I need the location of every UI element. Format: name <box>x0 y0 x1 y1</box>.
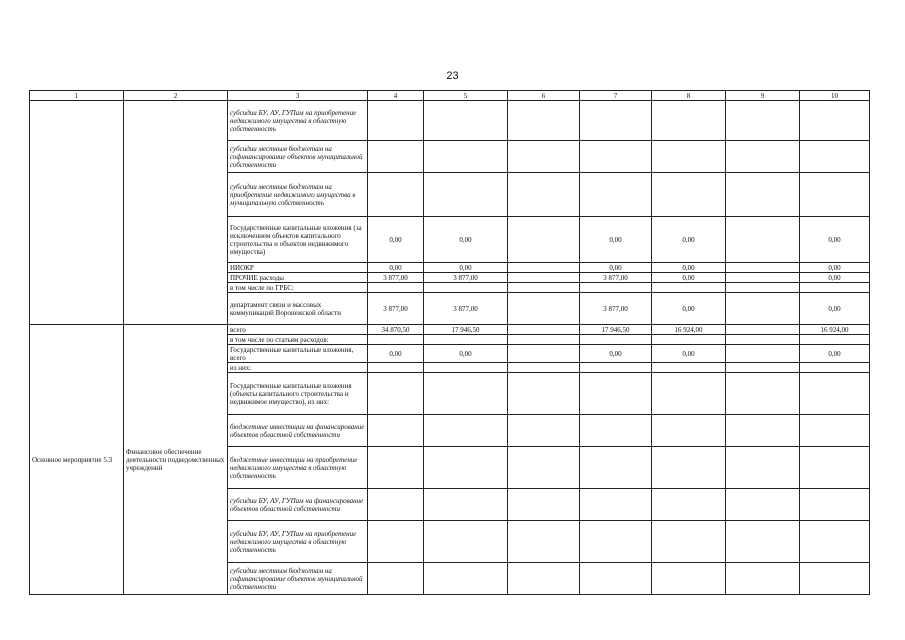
value-cell <box>580 563 652 595</box>
value-cell: 0,00 <box>800 273 870 283</box>
value-cell <box>652 521 726 563</box>
value-cell <box>424 521 508 563</box>
value-cell: 0,00 <box>652 293 726 325</box>
value-cell <box>508 325 580 335</box>
value-cell <box>424 173 508 217</box>
value-cell: 3 877,00 <box>580 293 652 325</box>
value-cell <box>368 335 424 345</box>
value-cell <box>800 447 870 489</box>
value-cell <box>726 101 800 141</box>
value-cell <box>508 373 580 415</box>
value-cell <box>726 325 800 335</box>
value-cell <box>580 335 652 345</box>
value-cell <box>508 283 580 293</box>
value-cell <box>508 489 580 521</box>
value-cell <box>726 263 800 273</box>
value-cell <box>368 363 424 373</box>
expense-label-cell: субсидии БУ, АУ, ГУПам на финансирование объектов областной собственности <box>228 489 368 521</box>
expense-label-cell: в том числе по статьям расходов: <box>228 335 368 345</box>
value-cell <box>652 283 726 293</box>
expense-label-cell: ПРОЧИЕ расходы <box>228 273 368 283</box>
value-cell <box>508 101 580 141</box>
value-cell: 0,00 <box>368 263 424 273</box>
value-cell <box>652 489 726 521</box>
value-cell: 0,00 <box>580 263 652 273</box>
value-cell <box>726 273 800 283</box>
value-cell <box>424 335 508 345</box>
value-cell <box>368 141 424 173</box>
measure-name-cell <box>30 101 124 325</box>
table-row <box>30 325 870 335</box>
value-cell <box>726 373 800 415</box>
value-cell <box>508 141 580 173</box>
col-header: 8 <box>652 91 726 101</box>
value-cell <box>652 563 726 595</box>
value-cell: 3 877,00 <box>424 273 508 283</box>
value-cell <box>368 563 424 595</box>
value-cell <box>800 563 870 595</box>
value-cell <box>580 415 652 447</box>
value-cell <box>508 293 580 325</box>
value-cell: 17 946,50 <box>424 325 508 335</box>
value-cell <box>368 283 424 293</box>
value-cell: 3 877,00 <box>580 273 652 283</box>
expense-label-cell: бюджетные инвестиции на приобретение недвижимого имущества в областную собственность <box>228 447 368 489</box>
expense-label-cell: бюджетные инвестиции на финансирование объектов областной собственности <box>228 415 368 447</box>
expense-label-cell: субсидии местным бюджетам на приобретение недвижимого имущества в муниципальную собственность <box>228 173 368 217</box>
value-cell <box>508 335 580 345</box>
measure-description-cell: Финансовое обеспечение деятельности подведомственных учреждений <box>124 325 228 595</box>
value-cell <box>726 415 800 447</box>
value-cell <box>800 141 870 173</box>
value-cell <box>800 521 870 563</box>
table-row <box>30 101 870 141</box>
col-header: 7 <box>580 91 652 101</box>
value-cell <box>368 101 424 141</box>
value-cell: 0,00 <box>652 263 726 273</box>
value-cell <box>652 335 726 345</box>
value-cell: 0,00 <box>580 217 652 263</box>
value-cell: 17 946,50 <box>580 325 652 335</box>
value-cell <box>368 489 424 521</box>
value-cell <box>652 363 726 373</box>
value-cell: 0,00 <box>424 217 508 263</box>
value-cell <box>580 373 652 415</box>
value-cell: 16 924,00 <box>652 325 726 335</box>
value-cell <box>726 489 800 521</box>
value-cell <box>424 563 508 595</box>
value-cell <box>580 173 652 217</box>
value-cell <box>508 173 580 217</box>
col-header: 5 <box>424 91 508 101</box>
value-cell: 3 877,00 <box>368 273 424 283</box>
value-cell <box>726 345 800 363</box>
value-cell <box>580 141 652 173</box>
expense-label-cell: всего <box>228 325 368 335</box>
value-cell <box>424 373 508 415</box>
col-header: 6 <box>508 91 580 101</box>
value-cell: 0,00 <box>652 345 726 363</box>
expense-label-cell: субсидии БУ, АУ, ГУПам на приобретение недвижимого имущества в областную собственность <box>228 521 368 563</box>
expense-label-cell: НИОКР <box>228 263 368 273</box>
value-cell: 0,00 <box>652 217 726 263</box>
value-cell <box>580 521 652 563</box>
value-cell <box>508 447 580 489</box>
value-cell <box>424 283 508 293</box>
value-cell <box>726 293 800 325</box>
value-cell: 0,00 <box>368 217 424 263</box>
value-cell: 3 877,00 <box>424 293 508 325</box>
value-cell <box>424 447 508 489</box>
value-cell <box>580 447 652 489</box>
value-cell <box>368 373 424 415</box>
value-cell <box>508 521 580 563</box>
value-cell: 0,00 <box>424 345 508 363</box>
expense-label-cell: из них: <box>228 363 368 373</box>
value-cell <box>800 415 870 447</box>
col-header: 1 <box>30 91 124 101</box>
value-cell <box>508 263 580 273</box>
expense-label-cell: Государственные капитальные вложения (объекты капитального строительства и недвижимое имущество), из них: <box>228 373 368 415</box>
expense-label-cell: Государственные капитальные вложения, всего <box>228 345 368 363</box>
value-cell <box>726 447 800 489</box>
value-cell <box>652 141 726 173</box>
value-cell: 0,00 <box>368 345 424 363</box>
value-cell <box>726 363 800 373</box>
value-cell <box>508 345 580 363</box>
value-cell <box>800 335 870 345</box>
col-header: 3 <box>228 91 368 101</box>
expense-label-cell: субсидии БУ, АУ, ГУПам на приобретение недвижимого имущества в областную собственность <box>228 101 368 141</box>
value-cell: 0,00 <box>800 345 870 363</box>
value-cell <box>726 283 800 293</box>
value-cell <box>726 563 800 595</box>
value-cell <box>368 173 424 217</box>
value-cell <box>508 273 580 283</box>
page-number: 23 <box>446 70 459 82</box>
measure-name-cell: Основное мероприятие 5.3 <box>30 325 124 595</box>
value-cell <box>508 415 580 447</box>
value-cell <box>508 217 580 263</box>
expense-label-cell: субсидии местным бюджетам на софинансирование объектов муниципальной собственности <box>228 563 368 595</box>
value-cell <box>424 363 508 373</box>
measure-description-cell <box>124 101 228 325</box>
value-cell <box>424 141 508 173</box>
value-cell <box>368 447 424 489</box>
value-cell <box>424 489 508 521</box>
value-cell <box>652 447 726 489</box>
expense-label-cell: в том числе по ГРБС: <box>228 283 368 293</box>
value-cell: 16 924,00 <box>800 325 870 335</box>
col-header: 4 <box>368 91 424 101</box>
value-cell <box>726 335 800 345</box>
value-cell <box>652 415 726 447</box>
value-cell <box>800 283 870 293</box>
value-cell: 0,00 <box>652 273 726 283</box>
col-header: 10 <box>800 91 870 101</box>
value-cell <box>580 363 652 373</box>
value-cell: 0,00 <box>800 293 870 325</box>
value-cell <box>368 415 424 447</box>
budget-table <box>29 90 870 595</box>
value-cell <box>424 101 508 141</box>
value-cell <box>652 101 726 141</box>
expense-label-cell: Государственные капитальные вложения (за исключением объектов капитального строительства и объектов недвижимого имущества) <box>228 217 368 263</box>
value-cell <box>652 373 726 415</box>
value-cell <box>800 489 870 521</box>
col-header: 9 <box>726 91 800 101</box>
value-cell <box>726 217 800 263</box>
value-cell <box>580 489 652 521</box>
value-cell <box>726 173 800 217</box>
value-cell <box>580 283 652 293</box>
expense-label-cell: субсидии местным бюджетам на софинансирование объектов муниципальной собственности <box>228 141 368 173</box>
value-cell <box>726 521 800 563</box>
value-cell <box>652 173 726 217</box>
value-cell: 34 870,50 <box>368 325 424 335</box>
value-cell: 3 877,00 <box>368 293 424 325</box>
column-number-row <box>30 91 870 101</box>
value-cell <box>800 101 870 141</box>
value-cell: 0,00 <box>800 263 870 273</box>
value-cell <box>800 363 870 373</box>
value-cell <box>508 563 580 595</box>
value-cell <box>368 521 424 563</box>
value-cell <box>726 141 800 173</box>
expense-label-cell: департамент связи и массовых коммуникаций Воронежской области <box>228 293 368 325</box>
col-header: 2 <box>124 91 228 101</box>
value-cell <box>580 101 652 141</box>
value-cell <box>800 373 870 415</box>
value-cell: 0,00 <box>580 345 652 363</box>
value-cell <box>424 415 508 447</box>
value-cell: 0,00 <box>424 263 508 273</box>
value-cell <box>800 173 870 217</box>
value-cell <box>508 363 580 373</box>
value-cell: 0,00 <box>800 217 870 263</box>
